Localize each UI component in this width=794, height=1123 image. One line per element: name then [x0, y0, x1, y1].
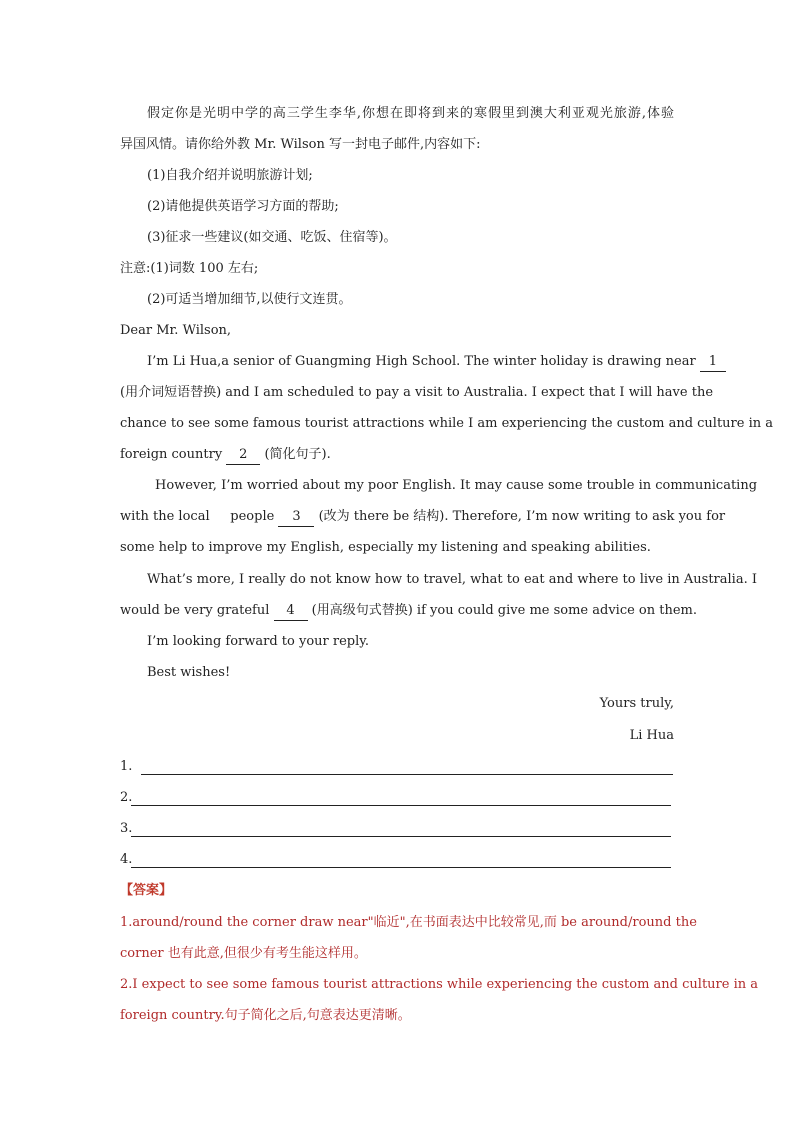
answer-2-line-2: foreign country.句子简化之后,句意表达更清晰。 [120, 1008, 411, 1023]
task-item-1: (1)自我介绍并说明旅游计划; [147, 168, 313, 183]
task-note-2: (2)可适当增加细节,以使行文连贯。 [147, 292, 352, 307]
letter-p2-line-1: However, I’m worried about my poor English. It may cause some trouble in communicating [155, 478, 758, 493]
answer-header: 【答案】 [120, 883, 173, 898]
letter-p1-line-4-text: foreign country [120, 447, 223, 462]
answer-2-line-1: 2.I expect to see some famous tourist attractions while experiencing the custom and culture in a [120, 977, 758, 992]
letter-signoff: Yours truly, [599, 696, 674, 711]
letter-p1-line-1-text: I’m Li Hua,a senior of Guangming High School. The winter holiday is drawing near [147, 354, 696, 369]
letter-p1-line-3: chance to see some famous tourist attractions while I am experiencing the custom and culture in a [120, 416, 774, 431]
answer-line-label-1: 1. [120, 759, 133, 774]
answer-1-line-1: 1.around/round the corner draw near"临近",在书面表达中比较常见,而 be around/round the [120, 915, 697, 930]
answer-line-label-4: 4. [120, 852, 133, 867]
letter-p2-line-2-hint: (改为 there be 结构). Therefore, I’m now writing to ask you for [318, 509, 726, 524]
answer-line-4[interactable] [131, 867, 671, 868]
answer-line-1[interactable] [141, 774, 673, 775]
letter-p1-line-2: (用介词短语替换) and I am scheduled to pay a visit to Australia. I expect that I will have the [120, 385, 714, 400]
blank-3: 3 [278, 508, 314, 527]
letter-p2-line-2 [120, 508, 726, 527]
answer-line-2[interactable] [131, 805, 671, 806]
answer-line-3[interactable] [131, 836, 671, 837]
answer-line-label-3: 3. [120, 821, 133, 836]
letter-signature: Li Hua [629, 728, 674, 743]
letter-greeting: Dear Mr. Wilson, [120, 323, 232, 338]
letter-p1-line-1 [147, 353, 717, 372]
letter-p1-line-4 [120, 446, 674, 465]
letter-p3-line-2-text: would be very grateful [120, 603, 270, 618]
letter-p3-line-2 [120, 602, 698, 621]
blank-4: 4 [274, 602, 308, 621]
blank-2: 2 [226, 446, 260, 465]
answer-line-label-2: 2. [120, 790, 133, 805]
task-intro-line-2: 异国风情。请你给外教 Mr. Wilson 写一封电子邮件,内容如下: [120, 137, 481, 152]
letter-p3-line-1: What’s more, I really do not know how to travel, what to eat and where to live in Australia. I [147, 572, 757, 587]
task-intro-line-1: 假定你是光明中学的高三学生李华,你想在即将到来的寒假里到澳大利亚观光旅游,体验 [147, 106, 674, 121]
blank-1: 1 [700, 353, 726, 372]
answer-1-line-2: corner 也有此意,但很少有考生能这样用。 [120, 946, 367, 961]
letter-p1-line-4-hint: (简化句子). [264, 447, 331, 462]
letter-p3-line-2-hint: (用高级句式替换) if you could give me some advice on them. [311, 603, 698, 618]
task-item-2: (2)请他提供英语学习方面的帮助; [147, 199, 339, 214]
task-note-1: 注意:(1)词数 100 左右; [120, 261, 259, 276]
letter-closing-1: I’m looking forward to your reply. [147, 634, 370, 649]
letter-p2-line-2-text: with the local [120, 509, 210, 524]
letter-p2-line-3: some help to improve my English, especially my listening and speaking abilities. [120, 540, 651, 555]
letter-closing-2: Best wishes! [147, 665, 231, 680]
task-item-3: (3)征求一些建议(如交通、吃饭、住宿等)。 [147, 230, 397, 245]
letter-p2-line-2-word: people [230, 509, 275, 524]
